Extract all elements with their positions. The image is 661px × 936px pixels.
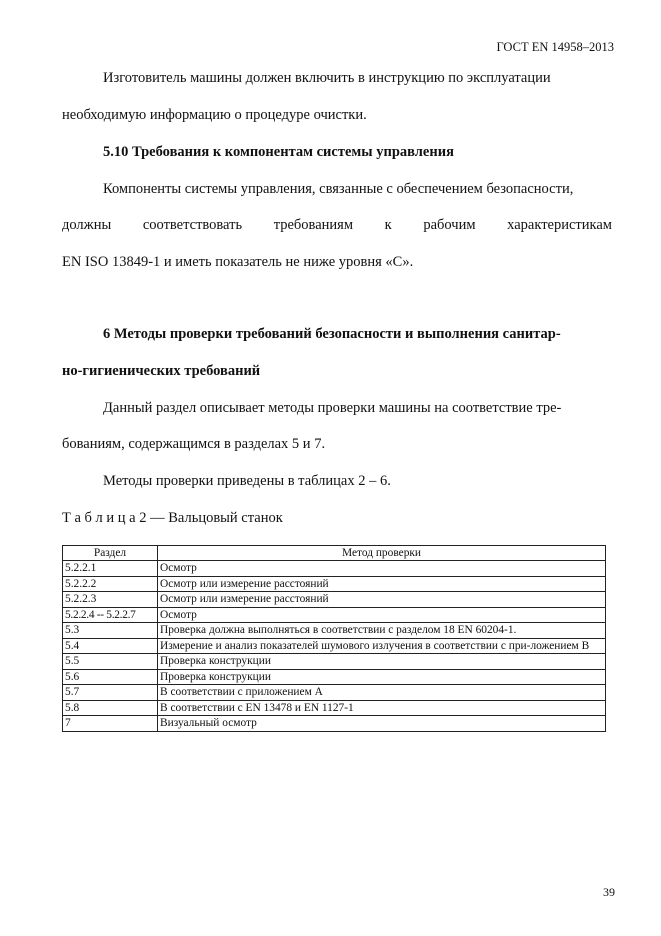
cell-section: 5.6 [63,669,158,685]
word: к [384,217,392,233]
paragraph-line: необходимую информацию о процедуре очистки. [62,107,367,123]
table-row [63,592,606,608]
header-method: Метод проверки [158,546,606,561]
cell-method: Измерение и анализ показателей шумового излучения в соответствии с при-ложением В [158,638,606,654]
paragraph-line: Изготовитель машины должен включить в инструкцию по эксплуатации [103,70,551,86]
word: соответствовать [142,217,243,233]
table-row [63,700,606,716]
table-row [63,561,606,577]
word: рабочим [423,217,476,233]
table-header-row [63,546,606,561]
cell-method: Осмотр [158,561,606,577]
word: требованиям [273,217,354,233]
table-caption: Т а б л и ц а 2 — Вальцовый станок [62,510,283,526]
table-row [63,623,606,639]
cell-section: 5.2.2.3 [63,592,158,608]
paragraph-line: Компоненты системы управления, связанные с обеспечением безопасности, [103,181,574,197]
cell-section: 7 [63,716,158,732]
table-row [63,654,606,670]
table-row [63,607,606,623]
cell-method: В соответствии с EN 13478 и EN 1127-1 [158,700,606,716]
cell-method: Визуальный осмотр [158,716,606,732]
word: должны [62,217,112,233]
cell-section: 5.5 [63,654,158,670]
cell-section: 5.4 [63,638,158,654]
paragraph-line: Методы проверки приведены в таблицах 2 – 6. [103,473,391,489]
table-row [63,685,606,701]
cell-section: 5.7 [63,685,158,701]
header-section: Раздел [63,546,158,561]
cell-method: Осмотр или измерение расстояний [158,576,606,592]
table-row [63,576,606,592]
cell-method: Проверка конструкции [158,669,606,685]
cell-section: 5.3 [63,623,158,639]
justified-paragraph-line [62,217,612,234]
section-heading-6-cont: но-гигиенических требований [62,363,261,379]
cell-section: 5.2.2.1 [63,561,158,577]
cell-section: 5.2.2.4 -- 5.2.2.7 [63,607,158,623]
paragraph-line: бованиям, содержащимся в разделах 5 и 7. [62,436,326,452]
section-heading-6: 6 Методы проверки требований безопасности и выполнения санитар- [103,326,561,342]
page-number: 39 [603,885,615,899]
document-code-header: ГОСТ EN 14958–2013 [496,40,614,54]
table-row [63,669,606,685]
verification-methods-table [62,545,606,732]
paragraph-line: Данный раздел описывает методы проверки машины на соответствие тре- [103,400,562,416]
cell-method: Проверка должна выполняться в соответствии с разделом 18 EN 60204-1. [158,623,606,639]
paragraph-line: EN ISO 13849-1 и иметь показатель не ниже уровня «С». [62,254,414,270]
cell-method: Проверка конструкции [158,654,606,670]
cell-method: В соответствии с приложением А [158,685,606,701]
cell-section: 5.8 [63,700,158,716]
cell-method: Осмотр или измерение расстояний [158,592,606,608]
word: характеристикам [507,217,612,233]
table-row [63,638,606,654]
cell-method: Осмотр [158,607,606,623]
table-row [63,716,606,732]
cell-section: 5.2.2.2 [63,576,158,592]
section-heading-5-10: 5.10 Требования к компонентам системы управления [103,144,454,160]
